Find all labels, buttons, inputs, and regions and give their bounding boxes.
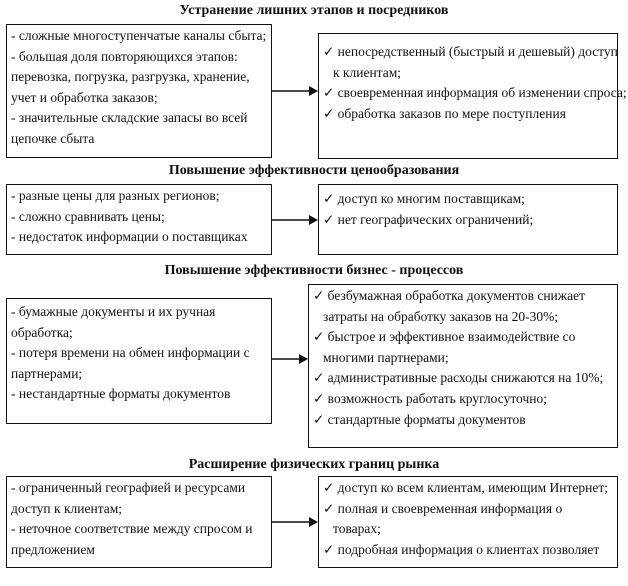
benefit-line: к клиентам; xyxy=(333,64,402,80)
benefit-line: ✓ административные расходы снижаются на 10%; xyxy=(313,370,604,386)
problems-box-1 xyxy=(6,24,272,158)
problem-line: партнерами; xyxy=(11,365,83,381)
problem-line: цепочке сбыта xyxy=(11,130,95,146)
arrow-icon xyxy=(272,515,318,529)
section-title-1: Устранение лишних этапов и посредников xyxy=(179,3,449,18)
benefits-box-1 xyxy=(318,33,627,159)
benefit-line: ✓ полная и своевременная информация о xyxy=(323,500,563,516)
problem-line: - разные цены для разных регионов; xyxy=(11,188,220,203)
problem-line: - потеря времени на обмен информации с xyxy=(11,345,250,361)
section-title-2: Повышение эффективности ценообразования xyxy=(168,163,460,178)
benefit-line: многими партнерами; xyxy=(323,349,449,365)
problem-line: - недостаток информации о поставщиках xyxy=(11,229,248,245)
benefit-line: ✓ доступ ко всем клиентам, имеющим Интернет; xyxy=(323,480,609,495)
problems-box-2 xyxy=(6,184,272,255)
problem-line: - сложные многоступенчатые каналы сбыта; xyxy=(11,28,267,43)
benefit-line: ✓ доступ ко многим поставщикам; xyxy=(323,191,525,206)
benefit-line: ✓ обработка заказов по мере поступления xyxy=(323,105,566,121)
problem-line: - бумажные документы и их ручная xyxy=(11,304,216,319)
benefit-line: ✓ нет географических ограничений; xyxy=(323,211,534,227)
benefit-line: ✓ стандартные форматы документов xyxy=(313,411,526,427)
benefits-box-4 xyxy=(318,476,618,568)
benefit-line: ✓ безбумажная обработка документов снижает xyxy=(313,288,585,303)
problem-line: - значительные складские запасы во всей xyxy=(11,110,248,126)
benefit-line: ✓ непосредственный (быстрый и дешевый) доступ xyxy=(323,44,618,59)
benefit-line: затраты на обработку заказов на 20-30%; xyxy=(323,308,559,324)
problem-line: учет и обработка заказов; xyxy=(11,89,158,105)
problems-box-4 xyxy=(6,476,272,568)
problem-line: - нестандартные форматы документов xyxy=(11,386,231,402)
arrow-icon xyxy=(272,84,318,98)
benefit-line: ✓ своевременная информация об изменении спроса; xyxy=(323,85,627,101)
problem-line: предложением xyxy=(11,541,95,557)
benefits-box-2 xyxy=(318,184,618,255)
arrow-icon xyxy=(272,352,308,366)
benefit-line: ✓ подробная информация о клиентах позволяет xyxy=(323,541,600,557)
problems-box-3 xyxy=(6,298,272,424)
section-title-3: Повышение эффективности бизнес - процессов xyxy=(164,263,464,278)
problem-line: доступ к клиентам; xyxy=(11,500,123,516)
problem-line: - неточное соответствие между спросом и xyxy=(11,521,253,537)
section-title-4: Расширение физических границ рынка xyxy=(188,457,440,472)
problem-line: - большая доля повторяющихся этапов: xyxy=(11,48,238,64)
problem-line: - ограниченный географией и ресурсами xyxy=(11,480,246,495)
problem-line: - сложно сравнивать цены; xyxy=(11,208,165,224)
benefit-line: ✓ возможность работать круглосуточно; xyxy=(313,390,547,406)
benefit-line: товарах; xyxy=(333,521,381,537)
benefit-line: ✓ быстрое и эффективное взаимодействие со xyxy=(313,329,576,345)
arrow-icon xyxy=(272,213,318,227)
benefits-box-3 xyxy=(308,284,618,448)
problem-line: обработка; xyxy=(11,324,73,340)
problem-line: перевозка, погрузка, разгрузка, хранение, xyxy=(11,69,250,85)
